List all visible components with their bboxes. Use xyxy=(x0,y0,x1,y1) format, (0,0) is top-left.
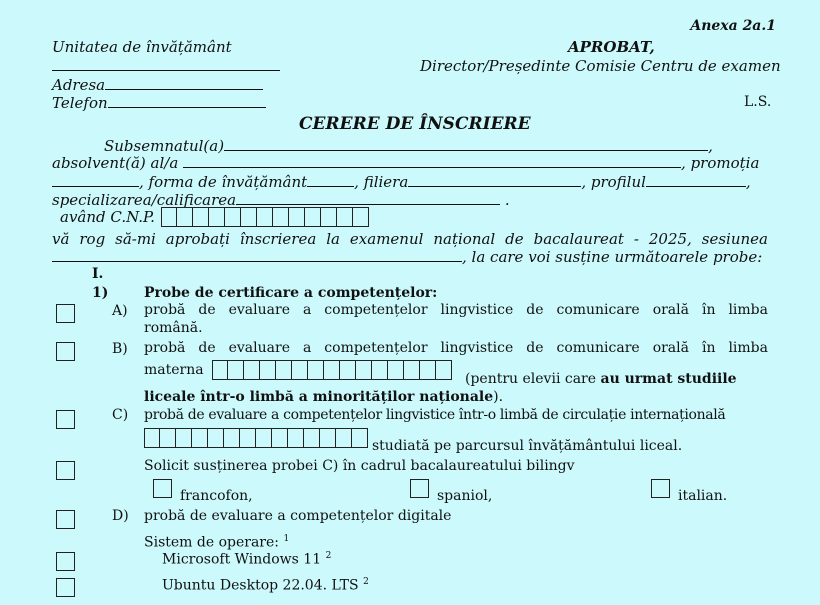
annex-label: Anexa 2a.1 xyxy=(690,18,776,34)
mother-tongue-cells[interactable] xyxy=(212,360,452,380)
item-a-text-2: română. xyxy=(144,320,203,336)
item-a-text-1: probă de evaluare a competențelor lingvistice de comunicare orală în limba xyxy=(144,302,768,318)
study-form-label: , forma de învățământ xyxy=(139,173,308,191)
cnp-field[interactable] xyxy=(60,207,369,227)
os-footnote: 1 xyxy=(283,534,290,544)
os-ubuntu-row xyxy=(162,577,369,594)
branch-label: , filiera xyxy=(354,173,409,191)
item-a-letter: A) xyxy=(112,303,128,319)
bilingual-text: Solicit susținerea probei C) în cadrul bacalaureatului bilingv xyxy=(144,458,575,474)
promo-label: , promoția xyxy=(681,154,760,172)
section-heading: Probe de certificare a competențelor: xyxy=(144,285,438,301)
item-c-letter: C) xyxy=(112,407,129,423)
section-roman: I. xyxy=(92,266,104,282)
unit-line[interactable] xyxy=(52,70,280,71)
option-spaniol: spaniol, xyxy=(437,488,493,504)
graduate-field[interactable] xyxy=(52,154,759,172)
section-number: 1) xyxy=(92,285,109,301)
approved-label: APROBAT, xyxy=(568,38,655,56)
item-b-note-post: ). xyxy=(493,389,504,405)
checkbox-c[interactable] xyxy=(56,410,75,429)
item-c-text-2: studiată pe parcursul învățământului liceal. xyxy=(372,438,683,454)
checkbox-windows[interactable] xyxy=(56,552,75,571)
undersigned-label: Subsemnatul(a) xyxy=(104,137,225,155)
option-italian: italian. xyxy=(678,488,728,504)
option-francofon: francofon, xyxy=(180,488,253,504)
phone-label: Telefon xyxy=(52,94,108,112)
director-label: Director/Președinte Comisie Centru de examen xyxy=(420,57,781,75)
item-d-text: probă de evaluare a competențelor digitale xyxy=(144,508,452,524)
item-b-note xyxy=(465,371,737,387)
address-label: Adresa xyxy=(52,76,106,94)
os-windows: Microsoft Windows 11 xyxy=(162,551,322,568)
item-b-text-1: probă de evaluare a competențelor lingvistice de comunicare orală în limba xyxy=(144,340,768,356)
item-b-note-bold-1: au urmat studiile xyxy=(600,371,737,387)
os-windows-row xyxy=(162,551,331,568)
os-ubuntu-footnote: 2 xyxy=(363,577,369,587)
checkbox-bilingual[interactable] xyxy=(56,461,75,480)
cnp-cells[interactable] xyxy=(161,207,369,227)
phone-field[interactable] xyxy=(52,94,266,112)
item-b-row xyxy=(144,360,452,380)
os-ubuntu: Ubuntu Desktop 22.04. LTS xyxy=(162,577,359,594)
checkbox-francofon[interactable] xyxy=(153,479,172,498)
item-c-text-1: probă de evaluare a competențelor lingvistice într-o limbă de circulație internațională xyxy=(144,407,726,423)
study-form-row[interactable]: , forma de învățământ , filiera , profilul , xyxy=(52,173,751,191)
undersigned-field[interactable]: Subsemnatul(a) , xyxy=(104,137,713,155)
unit-label: Unitatea de învățământ xyxy=(52,38,232,56)
checkbox-italian[interactable] xyxy=(651,479,670,498)
specialization-field[interactable]: specializarea/calificarea . xyxy=(52,191,510,209)
graduate-label: absolvent(ă) al/a xyxy=(52,154,179,172)
checkbox-d[interactable] xyxy=(56,510,75,529)
item-b-letter: B) xyxy=(112,341,128,357)
specialization-label: specializarea/calificarea xyxy=(52,191,237,209)
checkbox-spaniol[interactable] xyxy=(410,479,429,498)
os-label-row xyxy=(144,534,289,551)
request-line-2: , la care voi susține următoarele probe: xyxy=(462,248,763,266)
os-windows-footnote: 2 xyxy=(325,551,332,561)
item-b-note-bold-2: liceale într-o limbă a minorităților naționale xyxy=(144,389,494,405)
address-field[interactable] xyxy=(52,76,263,94)
profile-label: , profilul xyxy=(581,173,646,191)
checkbox-ubuntu[interactable] xyxy=(56,578,75,597)
session-field[interactable] xyxy=(52,248,762,266)
request-line-1: vă rog să-mi aprobați înscrierea la examenul național de bacalaureat - 2025, sesiunea xyxy=(52,230,768,248)
item-b-note-2 xyxy=(144,389,503,405)
checkbox-b[interactable] xyxy=(56,342,75,361)
item-d-letter: D) xyxy=(112,508,129,524)
cnp-label: având C.N.P. xyxy=(60,208,155,226)
checkbox-a[interactable] xyxy=(56,304,75,323)
item-b-materna: materna xyxy=(144,362,204,378)
item-b-note-pre: (pentru elevii care xyxy=(465,371,597,387)
page-title: CERERE DE ÎNSCRIERE xyxy=(299,114,531,134)
os-label: Sistem de operare: xyxy=(144,534,279,551)
seal-label: L.S. xyxy=(744,94,772,110)
foreign-language-cells[interactable] xyxy=(144,428,368,448)
item-c-row xyxy=(144,428,683,454)
